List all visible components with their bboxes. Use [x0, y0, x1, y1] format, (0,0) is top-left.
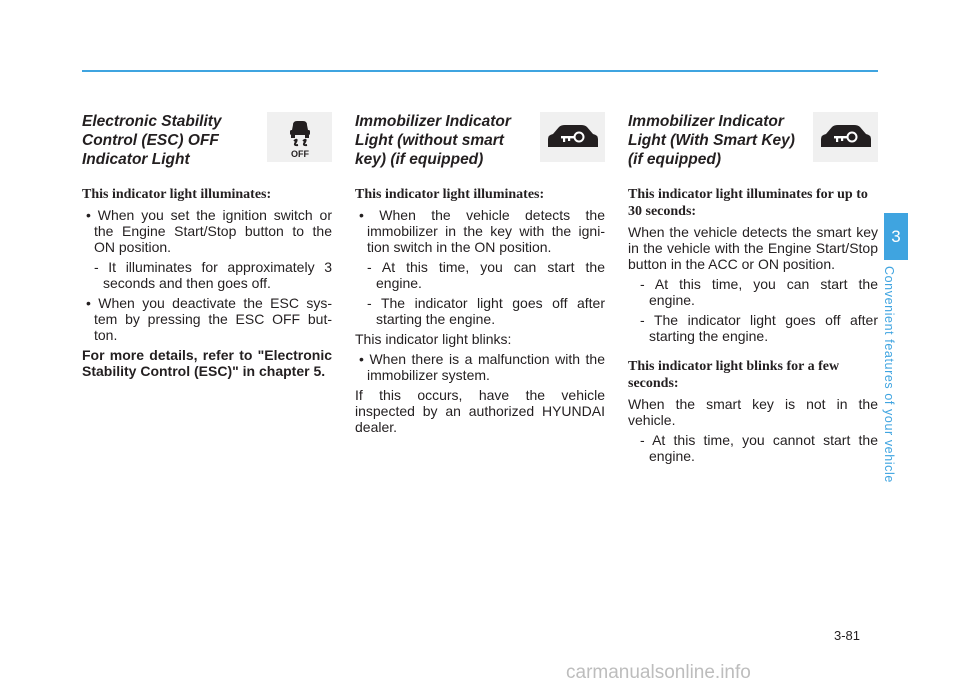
- chapter-tab: 3: [884, 213, 908, 260]
- paragraph: When the vehicle detects the smart key in the vehicle with the Engine Start/Stop button in the ACC or ON position.: [628, 224, 879, 272]
- car-key-icon: [540, 112, 605, 162]
- bullet-item: • When you set the ignition switch or the Engine Start/Stop button to the ON position.: [86, 207, 332, 255]
- bullet-item: • When the vehicle detects the immobilizer in the key with the igni-tion switch in the ON position.: [359, 207, 605, 255]
- bullet-item: • When there is a malfunction with the immobilizer system.: [359, 351, 606, 383]
- section-title: Immobilizer Indicator Light (With Smart Key) (if equipped): [628, 113, 795, 168]
- section-header: [355, 112, 605, 182]
- subheading: This indicator light blinks for a few seconds:: [628, 359, 840, 391]
- dash-item: - At this time, you can start the engine.: [640, 276, 878, 308]
- dash-item: - At this time, you cannot start the engine.: [640, 432, 878, 464]
- bullet-item: • When you deactivate the ESC sys- tem by pressing the ESC OFF but-ton.: [86, 295, 332, 343]
- dash-item: - The indicator light goes off after starting the engine.: [367, 295, 605, 327]
- car-key-icon: [813, 112, 878, 162]
- chapter-title: Convenient features of your vehicle: [882, 266, 896, 483]
- esc-off-icon: [267, 112, 332, 162]
- reference-note: For more details, refer to "Electronic Stability Control (ESC)" in chapter 5.: [82, 347, 332, 379]
- esc-off-icon-label: OFF: [290, 149, 309, 159]
- dash-item: - At this time, you can start the engine.: [367, 259, 605, 291]
- watermark: carmanualsonline.info: [566, 662, 751, 683]
- section-header: [628, 112, 878, 182]
- section-title: Immobilizer Indicator Light (without smart key) (if equipped): [355, 113, 511, 168]
- subheading: This indicator light illuminates for up to 30 seconds:: [628, 187, 868, 219]
- dash-item: - The indicator light goes off after starting the engine.: [640, 312, 878, 344]
- subheading: This indicator light illuminates:: [82, 187, 272, 202]
- dash-item: - It illuminates for approximately 3 seconds and then goes off.: [94, 259, 332, 291]
- top-rule: [82, 70, 878, 72]
- section-title: Electronic Stability Control (ESC) OFF Indicator Light: [82, 113, 222, 168]
- smart-key-immobilizer-section: [628, 112, 878, 468]
- paragraph: When the smart key is not in the vehicle.: [628, 396, 878, 428]
- paragraph: This indicator light blinks:: [355, 331, 512, 347]
- section-header: [82, 112, 332, 182]
- subheading: This indicator light illuminates:: [355, 187, 545, 202]
- esc-off-section: [82, 112, 332, 383]
- paragraph: If this occurs, have the vehicle inspected by an authorized HYUNDAI dealer.: [355, 387, 605, 435]
- immobilizer-section: [355, 112, 605, 439]
- page-number: 3-81: [834, 628, 861, 643]
